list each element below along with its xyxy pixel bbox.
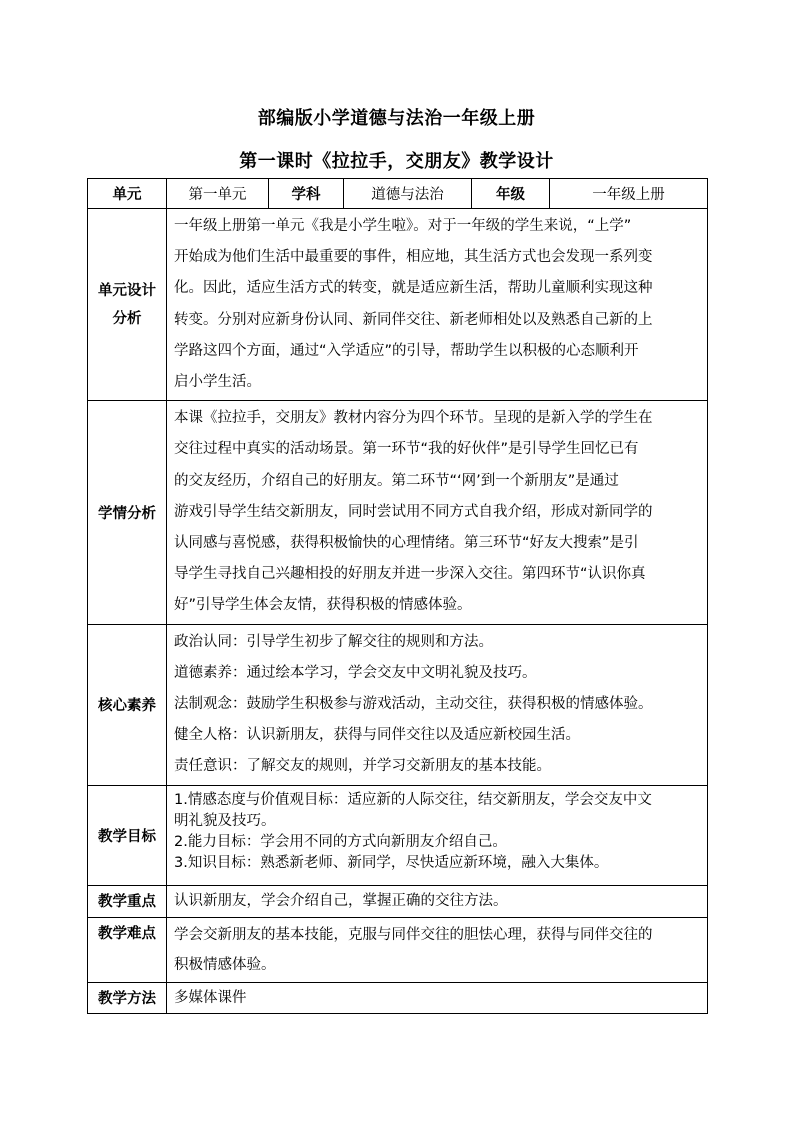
text-line: 1.情感态度与价值观目标：适应新的人际交往，结交新朋友，学会交友中文	[174, 791, 652, 808]
text-line: 学路这四个方面，通过“入学适应”的引导，帮助学生以积极的心态顺利开	[174, 342, 639, 359]
text-line: 认识新朋友，学会介绍自己，掌握正确的交往方法。	[174, 892, 508, 909]
key-points-row	[88, 885, 708, 917]
difficulties-content	[167, 917, 708, 982]
text-line: 政治认同：引导学生初步了解交往的规则和方法。	[174, 633, 493, 650]
unit-analysis-content	[167, 209, 708, 401]
text-line: 健全人格：认识新朋友，获得与同伴交往以及适应新校园生活。	[174, 727, 580, 744]
teaching-goals-content	[167, 785, 708, 885]
text-line: 化。因此，适应生活方式的转变，就是适应新生活，帮助儿童顺利实现这种	[174, 280, 653, 297]
text-line: 本课《拉拉手，交朋友》教材内容分为四个环节。呈现的是新入学的学生在	[174, 410, 653, 427]
grade-value: 一年级上册	[550, 179, 708, 209]
text-line: 3.知识目标：熟悉新老师、新同学，尽快适应新环境，融入大集体。	[174, 854, 609, 871]
student-analysis-label: 学情分析	[88, 401, 167, 624]
text-line: 多媒体课件	[174, 989, 247, 1006]
unit-value: 第一单元	[167, 179, 269, 209]
student-analysis-row	[88, 401, 708, 624]
key-points-content	[167, 885, 708, 917]
text-line: 开始成为他们生活中最重要的事件，相应地，其生活方式也会发现一系列变	[174, 249, 653, 266]
text-line: 一年级上册第一单元《我是小学生啦》。对于一年级的学生来说，“上学”	[174, 218, 632, 234]
methods-label: 教学方法	[88, 982, 167, 1013]
text-line: 2.能力目标：学会用不同的方式向新朋友介绍自己。	[174, 833, 507, 850]
text-line: 启小学生活。	[174, 374, 261, 391]
unit-analysis-row	[88, 209, 708, 401]
subject-label: 学科	[269, 179, 344, 209]
key-points-label: 教学重点	[88, 885, 167, 917]
core-literacy-label: 核心素养	[88, 624, 167, 785]
subject-value: 道德与法治	[344, 179, 472, 209]
teaching-goals-row	[88, 785, 708, 885]
text-line: 明礼貌及技巧。	[174, 812, 276, 829]
lesson-plan-table	[87, 178, 708, 1014]
student-analysis-content	[167, 401, 708, 624]
core-literacy-row	[88, 624, 708, 785]
text-line: 积极情感体验。	[174, 956, 276, 973]
difficulties-row	[88, 917, 708, 982]
unit-analysis-label	[88, 209, 167, 401]
text-line: 游戏引导学生结交新朋友，同时尝试用不同方式自我介绍，形成对新同学的	[174, 503, 653, 520]
text-line: 转变。分别对应新身份认同、新同伴交往、新老师相处以及熟悉自己新的上	[174, 311, 653, 328]
methods-row	[88, 982, 708, 1013]
unit-analysis-label-line1: 单元设计	[98, 282, 156, 299]
text-line: 责任意识：了解交友的规则，并学习交新朋友的基本技能。	[174, 758, 551, 775]
text-line: 认同感与喜悦感，获得积极愉快的心理情绪。第三环节“好友大搜索”是引	[174, 535, 639, 552]
document-title: 部编版小学道德与法治一年级上册	[257, 108, 536, 129]
unit-analysis-label-line2: 分析	[112, 310, 142, 327]
text-line: 学会交新朋友的基本技能，克服与同伴交往的胆怯心理，获得与同伴交往的	[174, 926, 653, 943]
header-row	[88, 179, 708, 209]
difficulties-label: 教学难点	[88, 917, 167, 982]
teaching-goals-label: 教学目标	[88, 785, 167, 885]
unit-label: 单元	[88, 179, 167, 209]
text-line: 好”引导学生体会友情，获得积极的情感体验。	[174, 597, 472, 614]
text-line: 的交友经历，介绍自己的好朋友。第二环节“‘网’到一个新朋友”是通过	[174, 472, 619, 489]
methods-content	[167, 982, 708, 1013]
grade-label: 年级	[472, 179, 550, 209]
text-line: 交往过程中真实的活动场景。第一环节“我的好伙伴”是引导学生回忆已有	[174, 441, 639, 458]
text-line: 法制观念：鼓励学生积极参与游戏活动，主动交往，获得积极的情感体验。	[174, 696, 653, 713]
text-line: 导学生寻找自己兴趣相投的好朋友并进一步深入交往。第四环节“认识你真	[174, 566, 646, 583]
core-literacy-content	[167, 624, 708, 785]
text-line: 道德素养：通过绘本学习，学会交友中文明礼貌及技巧。	[174, 664, 537, 681]
document-subtitle: 第一课时《拉拉手，交朋友》教学设计	[239, 151, 554, 172]
